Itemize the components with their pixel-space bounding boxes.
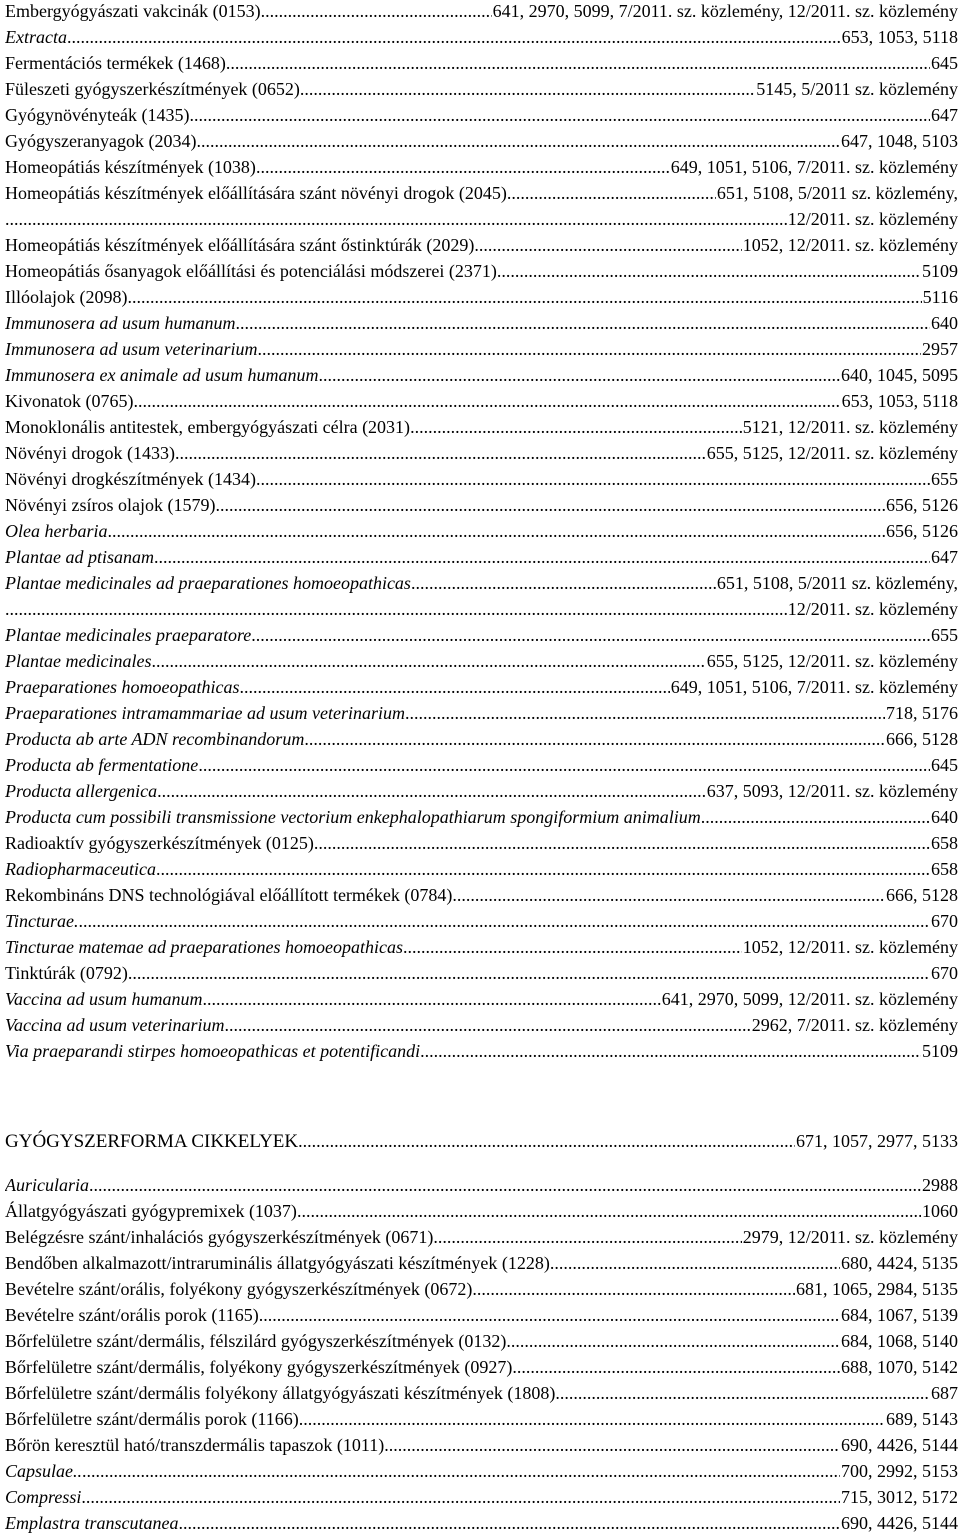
index-entry <box>5 806 958 832</box>
index-entry <box>5 234 958 260</box>
entry-pages: 641, 2970, 5099, 12/2011. sz. közlemény <box>661 989 958 1009</box>
entry-pages: 1052, 12/2011. sz. közlemény <box>742 235 958 255</box>
dot-leader <box>67 26 841 48</box>
entry-label: Bőrön keresztül ható/transzdermális tapaszok (1011) <box>5 1435 385 1455</box>
index-entry <box>5 1486 958 1512</box>
dot-leader <box>298 1130 795 1152</box>
entry-label: Illóolajok (2098) <box>5 287 128 307</box>
entry-label: Homeopátiás készítmények előállítására szánt növényi drogok (2045) <box>5 183 507 203</box>
index-entry <box>5 0 958 26</box>
index-entry <box>5 546 958 572</box>
entry-label: Plantae medicinales praeparatore <box>5 625 252 645</box>
dot-leader <box>550 1252 840 1274</box>
section-heading-label: GYÓGYSZERFORMA CIKKELYEK <box>5 1131 299 1152</box>
dot-leader <box>256 156 670 178</box>
entry-label: Füleszeti gyógyszerkészítmények (0652) <box>5 79 300 99</box>
index-entry <box>5 1226 958 1252</box>
index-entry <box>5 832 958 858</box>
entry-pages: 656, 5126 <box>886 521 958 541</box>
entry-label: Monoklonális antitestek, embergyógyászati célra (2031) <box>5 417 411 437</box>
entry-pages: 641, 2970, 5099, 7/2011. sz. közlemény, 12/2011. sz. közlemény <box>492 1 958 21</box>
dot-leader <box>157 780 706 802</box>
entry-pages: 681, 1065, 2984, 5135 <box>796 1279 958 1299</box>
entry-label: Embergyógyászati vakcinák (0153) <box>5 1 261 21</box>
dot-leader <box>474 234 741 256</box>
entry-pages: 656, 5126 <box>886 495 958 515</box>
entry-label: Via praeparandi stirpes homoeopathicas et potentificandi <box>5 1041 421 1061</box>
index-entry <box>5 1014 958 1040</box>
index-entry <box>5 910 958 936</box>
index-entry <box>5 650 958 676</box>
index-group-dosage-forms <box>5 1174 958 1538</box>
dot-leader <box>506 1330 840 1352</box>
dot-leader <box>403 936 742 958</box>
entry-label: Kivonatok (0765) <box>5 391 134 411</box>
dot-leader <box>256 468 930 490</box>
dot-leader <box>507 182 716 204</box>
dot-leader <box>154 546 930 568</box>
entry-pages: 640 <box>931 807 958 827</box>
index-entry <box>5 286 958 312</box>
entry-label: Producta ab fermentatione <box>5 755 199 775</box>
entry-label: Producta ab arte ADN recombinandorum <box>5 729 305 749</box>
dot-leader <box>189 104 930 126</box>
index-entry <box>5 884 958 910</box>
entry-pages: 684, 1067, 5139 <box>841 1305 958 1325</box>
entry-pages: 640, 1045, 5095 <box>841 365 958 385</box>
entry-label: Producta allergenica <box>5 781 158 801</box>
entry-pages: 640 <box>931 313 958 333</box>
entry-label: Tinktúrák (0792) <box>5 963 128 983</box>
entry-label: Gyógynövényteák (1435) <box>5 105 190 125</box>
dot-leader <box>226 52 930 74</box>
entry-label: Homeopátiás készítmények (1038) <box>5 157 256 177</box>
index-entry <box>5 988 958 1014</box>
index-entry <box>5 1040 958 1066</box>
index-entry <box>5 416 958 442</box>
entry-pages: 690, 4426, 5144 <box>841 1435 958 1455</box>
dot-leader <box>259 1304 840 1326</box>
dot-leader <box>151 650 705 672</box>
entry-pages: 5116 <box>922 287 958 307</box>
entry-pages: 666, 5128 <box>886 885 958 905</box>
entry-pages: 5109 <box>922 1041 958 1061</box>
dot-leader <box>261 0 492 22</box>
entry-pages: 658 <box>931 859 958 879</box>
entry-pages: 651, 5108, 5/2011 sz. közlemény, <box>716 183 958 203</box>
entry-label: Auricularia <box>5 1175 89 1195</box>
entry-label: Plantae medicinales <box>5 651 152 671</box>
entry-label: Bőrfelületre szánt/dermális porok (1166) <box>5 1409 299 1429</box>
index-entry <box>5 702 958 728</box>
section-spacer <box>5 1066 958 1130</box>
index-entry <box>5 520 958 546</box>
index-entry <box>5 52 958 78</box>
entry-label: ... <box>5 209 19 229</box>
index-entry <box>5 1434 958 1460</box>
dot-leader <box>108 520 886 542</box>
dot-leader <box>156 858 930 880</box>
dot-leader <box>405 702 885 724</box>
dot-leader <box>179 1512 841 1534</box>
dot-leader <box>497 260 921 282</box>
entry-label: Bőrfelületre szánt/dermális folyékony állatgyógyászati készítmények (1808) <box>5 1383 556 1403</box>
entry-label: Fermentációs termékek (1468) <box>5 53 226 73</box>
entry-pages: 12/2011. sz. közlemény <box>787 599 958 619</box>
index-page <box>5 0 958 1538</box>
entry-label: Plantae ad ptisanam <box>5 547 154 567</box>
dot-leader <box>251 624 930 646</box>
entry-pages: 2962, 7/2011. sz. közlemény <box>751 1015 958 1035</box>
dot-leader <box>410 416 742 438</box>
index-entry <box>5 390 958 416</box>
index-entry <box>5 1278 958 1304</box>
entry-pages: 637, 5093, 12/2011. sz. közlemény <box>706 781 958 801</box>
entry-label: Tincturae matemae ad praeparationes homoeopathicas <box>5 937 403 957</box>
entry-label: Gyógyszeranyagok (2034) <box>5 131 197 151</box>
entry-pages: 1060 <box>922 1201 958 1221</box>
dot-leader <box>198 754 930 776</box>
index-entry <box>5 312 958 338</box>
entry-label: Bevételre szánt/orális, folyékony gyógyszerkészítmények (0672) <box>5 1279 473 1299</box>
dot-leader <box>239 676 669 698</box>
index-entry <box>5 754 958 780</box>
index-entry <box>5 130 958 156</box>
entry-label: Extracta <box>5 27 67 47</box>
index-entry <box>5 208 958 234</box>
entry-pages: 5121, 12/2011. sz. közlemény <box>742 417 958 437</box>
entry-pages: 5145, 5/2011 sz. közlemény <box>756 79 958 99</box>
dot-leader <box>300 78 755 100</box>
dot-leader <box>128 962 930 984</box>
dot-leader <box>304 728 885 750</box>
index-entry <box>5 1408 958 1434</box>
entry-label: Vaccina ad usum veterinarium <box>5 1015 225 1035</box>
entry-pages: 647, 1048, 5103 <box>841 131 958 151</box>
entry-pages: 647 <box>931 547 958 567</box>
entry-label: Olea herbaria <box>5 521 108 541</box>
entry-pages: 666, 5128 <box>886 729 958 749</box>
index-entry <box>5 26 958 52</box>
index-entry <box>5 962 958 988</box>
entry-pages: 649, 1051, 5106, 7/2011. sz. közlemény <box>670 677 958 697</box>
index-entry <box>5 156 958 182</box>
entry-pages: 655, 5125, 12/2011. sz. közlemény <box>706 651 958 671</box>
entry-pages: 688, 1070, 5142 <box>841 1357 958 1377</box>
entry-label: Bőrfelületre szánt/dermális, folyékony gyógyszerkészítmények (0927) <box>5 1357 513 1377</box>
index-entry <box>5 1304 958 1330</box>
dot-leader <box>82 1460 840 1482</box>
entry-pages: 689, 5143 <box>886 1409 958 1429</box>
index-entry <box>5 572 958 598</box>
entry-pages: 2988 <box>922 1175 958 1195</box>
entry-pages: 5109 <box>922 261 958 281</box>
entry-pages: 715, 3012, 5172 <box>841 1487 958 1507</box>
entry-pages: 687 <box>931 1383 958 1403</box>
entry-pages: 653, 1053, 5118 <box>841 27 958 47</box>
entry-pages: 645 <box>931 53 958 73</box>
index-entry <box>5 1382 958 1408</box>
entry-label: Emplastra transcutanea <box>5 1513 179 1533</box>
entry-label: Plantae medicinales ad praeparationes homoeopathicas <box>5 573 411 593</box>
section-heading-pages: 671, 1057, 2977, 5133 <box>796 1131 958 1151</box>
entry-pages: 649, 1051, 5106, 7/2011. sz. közlemény <box>670 157 958 177</box>
entry-pages: 718, 5176 <box>886 703 958 723</box>
dot-leader <box>384 1434 840 1456</box>
dot-leader <box>512 1356 840 1378</box>
dot-leader <box>215 494 885 516</box>
entry-label: ... <box>5 599 19 619</box>
section-heading-dosage-forms <box>5 1130 958 1156</box>
entry-pages: 684, 1068, 5140 <box>841 1331 958 1351</box>
entry-label: Praeparationes homoeopathicas <box>5 677 240 697</box>
entry-label: Bendőben alkalmazott/intraruminális állatgyógyászati készítmények (1228) <box>5 1253 550 1273</box>
entry-label: Homeopátiás ősanyagok előállítási és potenciálási módszerei (2371) <box>5 261 497 281</box>
index-entry <box>5 624 958 650</box>
entry-pages: 655, 5125, 12/2011. sz. közlemény <box>706 443 958 463</box>
dot-leader <box>314 832 930 854</box>
index-group-preparations <box>5 0 958 1066</box>
dot-leader <box>202 988 660 1010</box>
dot-leader <box>257 338 921 360</box>
entry-label: Compressi <box>5 1487 82 1507</box>
dot-leader <box>79 910 930 932</box>
dot-leader <box>420 1040 921 1062</box>
entry-label: Capsulae.. <box>5 1461 83 1481</box>
index-entry <box>5 598 958 624</box>
entry-label: Növényi drogkészítmények (1434) <box>5 469 256 489</box>
entry-pages: 647 <box>931 105 958 125</box>
dot-leader <box>19 598 787 620</box>
entry-label: Vaccina ad usum humanum <box>5 989 203 1009</box>
dot-leader <box>318 364 840 386</box>
index-entry <box>5 182 958 208</box>
dot-leader <box>196 130 840 152</box>
entry-label: Növényi drogok (1433) <box>5 443 175 463</box>
dot-leader <box>299 1408 885 1430</box>
dot-leader <box>433 1226 741 1248</box>
dot-leader <box>127 286 921 308</box>
dot-leader <box>175 442 706 464</box>
entry-label: Producta cum possibili transmissione vectorium enkephalopathiarum spongiformium animalium <box>5 807 701 827</box>
dot-leader <box>89 1174 921 1196</box>
index-entry <box>5 442 958 468</box>
entry-pages: 653, 1053, 5118 <box>841 391 958 411</box>
index-entry <box>5 494 958 520</box>
index-entry <box>5 338 958 364</box>
index-entry <box>5 104 958 130</box>
entry-pages: 658 <box>931 833 958 853</box>
index-entry <box>5 858 958 884</box>
index-entry <box>5 1330 958 1356</box>
entry-pages: 690, 4426, 5144 <box>841 1513 958 1533</box>
entry-pages: 700, 2992, 5153 <box>841 1461 958 1481</box>
index-entry <box>5 676 958 702</box>
entry-pages: 670 <box>931 963 958 983</box>
dot-leader <box>133 390 840 412</box>
index-entry <box>5 78 958 104</box>
dot-leader <box>81 1486 840 1508</box>
index-entry <box>5 1356 958 1382</box>
index-entry <box>5 468 958 494</box>
entry-pages: 655 <box>931 625 958 645</box>
entry-label: Homeopátiás készítmények előállítására szánt őstinktúrák (2029) <box>5 235 475 255</box>
entry-label: Rekombináns DNS technológiával előállított termékek (0784) <box>5 885 453 905</box>
dot-leader <box>224 1014 750 1036</box>
entry-label: Praeparationes intramammariae ad usum veterinarium <box>5 703 405 723</box>
index-entry <box>5 364 958 390</box>
index-entry <box>5 1512 958 1538</box>
entry-label: Belégzésre szánt/inhalációs gyógyszerkészítmények (0671) <box>5 1227 434 1247</box>
dot-leader <box>411 572 716 594</box>
dot-leader <box>555 1382 930 1404</box>
entry-label: Bevételre szánt/orális porok (1165) <box>5 1305 259 1325</box>
index-entry <box>5 1252 958 1278</box>
dot-leader <box>452 884 885 906</box>
entry-label: Immunosera ad usum veterinarium <box>5 339 258 359</box>
dot-leader <box>236 312 931 334</box>
entry-label: Bőrfelületre szánt/dermális, félszilárd gyógyszerkészítmények (0132) <box>5 1331 507 1351</box>
index-entry <box>5 1460 958 1486</box>
entry-pages: 651, 5108, 5/2011 sz. közlemény, <box>716 573 958 593</box>
entry-label: Tincturae. <box>5 911 79 931</box>
dot-leader <box>297 1200 921 1222</box>
entry-pages: 2979, 12/2011. sz. közlemény <box>742 1227 958 1247</box>
index-entry <box>5 1174 958 1200</box>
entry-pages: 12/2011. sz. közlemény <box>787 209 958 229</box>
dot-leader <box>19 208 787 230</box>
index-entry <box>5 1200 958 1226</box>
entry-pages: 645 <box>931 755 958 775</box>
entry-pages: 680, 4424, 5135 <box>841 1253 958 1273</box>
index-entry <box>5 780 958 806</box>
entry-label: Radiopharmaceutica <box>5 859 156 879</box>
entry-label: Növényi zsíros olajok (1579) <box>5 495 216 515</box>
entry-pages: 2957 <box>922 339 958 359</box>
entry-pages: 1052, 12/2011. sz. közlemény <box>742 937 958 957</box>
dot-leader <box>701 806 930 828</box>
heading-spacer <box>5 1156 958 1174</box>
index-entry <box>5 936 958 962</box>
entry-pages: 670 <box>931 911 958 931</box>
entry-label: Immunosera ad usum humanum <box>5 313 236 333</box>
entry-label: Radioaktív gyógyszerkészítmények (0125) <box>5 833 314 853</box>
index-entry <box>5 260 958 286</box>
entry-pages: 655 <box>931 469 958 489</box>
entry-label: Állatgyógyászati gyógypremixek (1037) <box>5 1201 297 1221</box>
dot-leader <box>472 1278 795 1300</box>
index-entry <box>5 728 958 754</box>
entry-label: Immunosera ex animale ad usum humanum <box>5 365 319 385</box>
